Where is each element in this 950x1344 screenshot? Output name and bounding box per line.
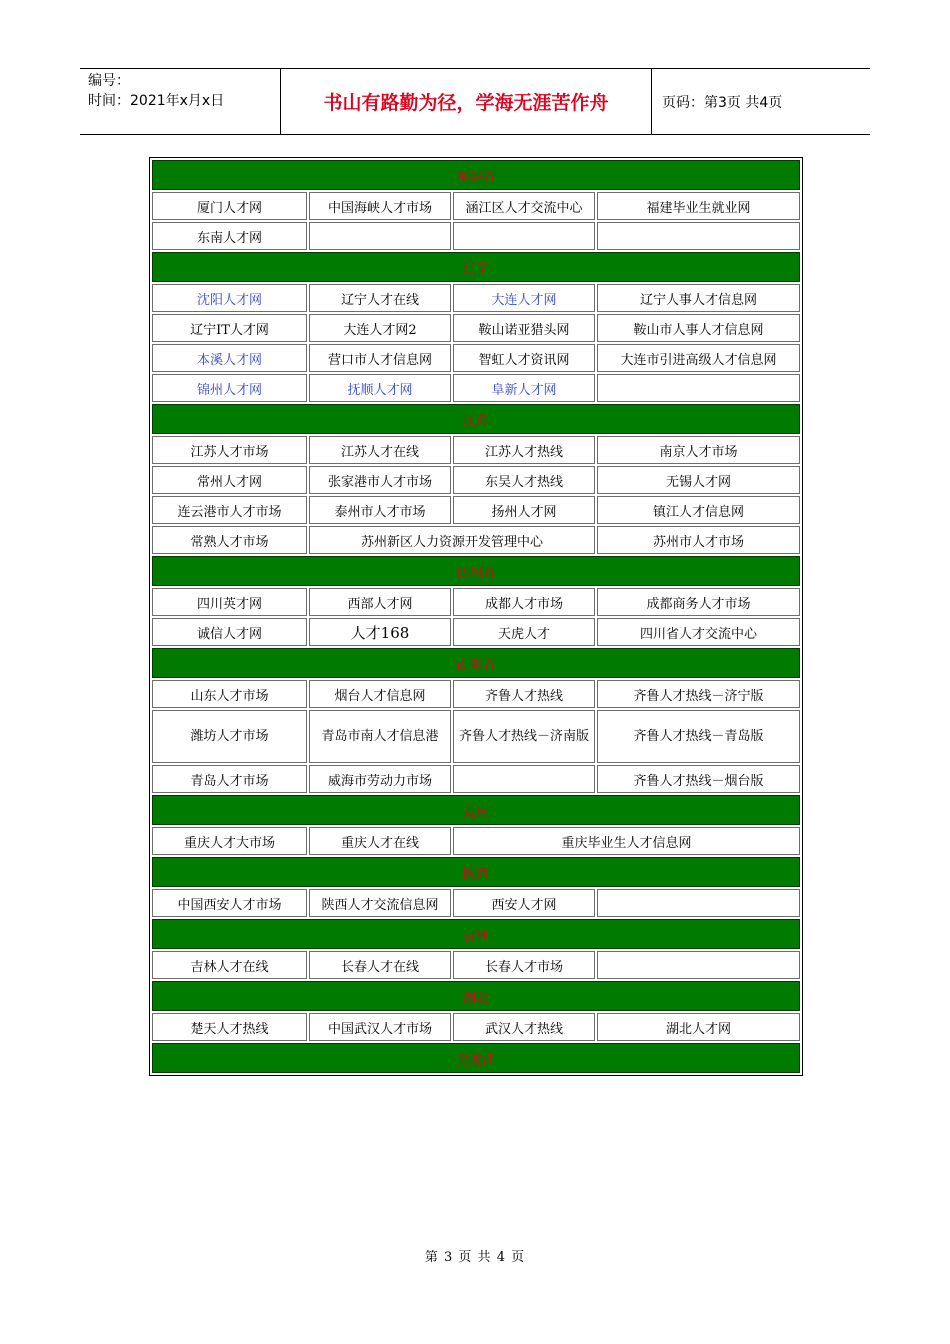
site-link-cell[interactable]: 营口市人才信息网: [309, 344, 451, 372]
site-link-cell[interactable]: 齐鲁人才热线－青岛版: [597, 710, 800, 763]
site-link-cell[interactable]: 长春人才在线: [309, 951, 451, 979]
site-link-cell[interactable]: 南京人才市场: [597, 436, 800, 464]
empty-cell: [309, 222, 451, 250]
table-row: [152, 284, 800, 312]
site-link-cell[interactable]: 西安人才网: [453, 889, 595, 917]
site-link-cell[interactable]: 东吴人才热线: [453, 466, 595, 494]
table-row: [152, 889, 800, 917]
empty-cell: [453, 222, 595, 250]
section-header-row: [152, 795, 800, 825]
section-title: 江苏: [152, 404, 800, 434]
table-row: [152, 1013, 800, 1041]
site-link-cell[interactable]: 本溪人才网: [152, 344, 307, 372]
site-link-cell[interactable]: 无锡人才网: [597, 466, 800, 494]
section-title: 重庆: [152, 795, 800, 825]
section-header-row: [152, 919, 800, 949]
site-link-cell[interactable]: 山东人才市场: [152, 680, 307, 708]
site-link-cell[interactable]: 成都人才市场: [453, 588, 595, 616]
site-link-cell[interactable]: 齐鲁人才热线－济南版: [453, 710, 595, 763]
site-link-cell[interactable]: 常熟人才市场: [152, 526, 307, 554]
section-header-row: [152, 981, 800, 1011]
site-link-cell[interactable]: 武汉人才热线: [453, 1013, 595, 1041]
site-link-cell[interactable]: 成都商务人才市场: [597, 588, 800, 616]
section-header-row: [152, 252, 800, 282]
table-row: [152, 496, 800, 524]
site-link-cell[interactable]: 吉林人才在线: [152, 951, 307, 979]
site-link-cell[interactable]: 厦门人才网: [152, 192, 307, 220]
site-link-cell[interactable]: 苏州市人才市场: [597, 526, 800, 554]
table-body: [152, 160, 800, 1073]
section-title: 黑龙江: [152, 1043, 800, 1073]
site-link-cell[interactable]: 福建毕业生就业网: [597, 192, 800, 220]
site-link-cell[interactable]: 湖北人才网: [597, 1013, 800, 1041]
number-label: 编号：: [88, 73, 130, 89]
page-header: [80, 68, 870, 135]
site-link-cell[interactable]: 齐鲁人才热线－济宁版: [597, 680, 800, 708]
site-link-cell[interactable]: 齐鲁人才热线－烟台版: [597, 765, 800, 793]
site-link-cell[interactable]: 中国武汉人才市场: [309, 1013, 451, 1041]
empty-cell: [597, 374, 800, 402]
table-row: [152, 374, 800, 402]
section-header-row: [152, 857, 800, 887]
site-link-cell[interactable]: 扬州人才网: [453, 496, 595, 524]
section-title: 山东省: [152, 648, 800, 678]
site-link-cell[interactable]: 锦州人才网: [152, 374, 307, 402]
empty-cell: [597, 222, 800, 250]
table-row: [152, 314, 800, 342]
section-title: 福建省: [152, 160, 800, 190]
time-label: 时间：2021年x月x日: [88, 93, 225, 109]
talent-site-table: [149, 157, 803, 1076]
site-link-cell[interactable]: 楚天人才热线: [152, 1013, 307, 1041]
section-title: 四川省: [152, 556, 800, 586]
section-header-row: [152, 404, 800, 434]
site-link-cell[interactable]: 鞍山市人事人才信息网: [597, 314, 800, 342]
header-page-label: 页码：第3页 共4页: [662, 94, 783, 111]
table-row: [152, 466, 800, 494]
section-header-row: [152, 160, 800, 190]
site-link-cell[interactable]: 四川省人才交流中心: [597, 618, 800, 646]
table-row: [152, 526, 800, 554]
site-link-cell[interactable]: 重庆人才大市场: [152, 827, 307, 855]
site-link-cell[interactable]: 青岛市南人才信息港: [309, 710, 451, 763]
site-link-cell[interactable]: 抚顺人才网: [309, 374, 451, 402]
section-title: 湖北: [152, 981, 800, 1011]
table-row: [152, 222, 800, 250]
site-link-cell[interactable]: 江苏人才在线: [309, 436, 451, 464]
site-link-cell[interactable]: 连云港市人才市场: [152, 496, 307, 524]
section-title: 吉林: [152, 919, 800, 949]
table-row: [152, 344, 800, 372]
section-header-row: [152, 1043, 800, 1073]
site-link-cell[interactable]: 张家港市人才市场: [309, 466, 451, 494]
site-link-cell[interactable]: 中国海峡人才市场: [309, 192, 451, 220]
site-link-cell[interactable]: 涵江区人才交流中心: [453, 192, 595, 220]
empty-cell: [597, 951, 800, 979]
table-row: [152, 951, 800, 979]
table-row: [152, 192, 800, 220]
site-link-cell[interactable]: 长春人才市场: [453, 951, 595, 979]
site-link-cell[interactable]: 智虹人才资讯网: [453, 344, 595, 372]
empty-cell: [453, 765, 595, 793]
table-row: [152, 588, 800, 616]
site-link-cell[interactable]: 诚信人才网: [152, 618, 307, 646]
site-link-cell[interactable]: 人才168: [309, 618, 451, 646]
site-link-cell[interactable]: 辽宁人才在线: [309, 284, 451, 312]
section-header-row: [152, 556, 800, 586]
site-link-cell[interactable]: 阜新人才网: [453, 374, 595, 402]
site-link-cell[interactable]: 江苏人才市场: [152, 436, 307, 464]
site-link-cell[interactable]: 大连人才网2: [309, 314, 451, 342]
section-title: 辽宁: [152, 252, 800, 282]
page-footer: 第 3 页 共 4 页: [424, 1250, 526, 1265]
site-link-cell[interactable]: 江苏人才热线: [453, 436, 595, 464]
site-link-cell[interactable]: 四川英才网: [152, 588, 307, 616]
site-link-cell[interactable]: 中国西安人才市场: [152, 889, 307, 917]
table-row: [152, 618, 800, 646]
section-title: 陕西: [152, 857, 800, 887]
site-link-cell[interactable]: 常州人才网: [152, 466, 307, 494]
site-link-cell[interactable]: 镇江人才信息网: [597, 496, 800, 524]
table-row: [152, 827, 800, 855]
site-link-cell[interactable]: 天虎人才: [453, 618, 595, 646]
site-link-cell[interactable]: 重庆人才在线: [309, 827, 451, 855]
empty-cell: [597, 889, 800, 917]
site-link-cell[interactable]: 沈阳人才网: [152, 284, 307, 312]
site-link-cell[interactable]: 泰州市人才市场: [309, 496, 451, 524]
site-link-cell[interactable]: 鞍山诺亚猎头网: [453, 314, 595, 342]
site-link-cell[interactable]: 辽宁人事人才信息网: [597, 284, 800, 312]
site-link-cell[interactable]: 苏州新区人力资源开发管理中心: [309, 526, 595, 554]
table-row: [152, 680, 800, 708]
site-link-cell[interactable]: 青岛人才市场: [152, 765, 307, 793]
site-link-cell[interactable]: 大连人才网: [453, 284, 595, 312]
site-link-cell[interactable]: 烟台人才信息网: [309, 680, 451, 708]
site-link-cell[interactable]: 辽宁IT人才网: [152, 314, 307, 342]
table-row: [152, 436, 800, 464]
section-header-row: [152, 648, 800, 678]
header-meta: [80, 69, 280, 134]
site-link-cell[interactable]: 陕西人才交流信息网: [309, 889, 451, 917]
table-row: [152, 765, 800, 793]
site-link-cell[interactable]: 大连市引进高级人才信息网: [597, 344, 800, 372]
table-row: [152, 710, 800, 763]
site-link-cell[interactable]: 重庆毕业生人才信息网: [453, 827, 800, 855]
site-link-cell[interactable]: 潍坊人才市场: [152, 710, 307, 763]
site-link-cell[interactable]: 东南人才网: [152, 222, 307, 250]
site-link-cell[interactable]: 齐鲁人才热线: [453, 680, 595, 708]
header-motto: 书山有路勤为径，学海无涯苦作舟: [280, 69, 652, 134]
site-link-cell[interactable]: 威海市劳动力市场: [309, 765, 451, 793]
site-link-cell[interactable]: 西部人才网: [309, 588, 451, 616]
